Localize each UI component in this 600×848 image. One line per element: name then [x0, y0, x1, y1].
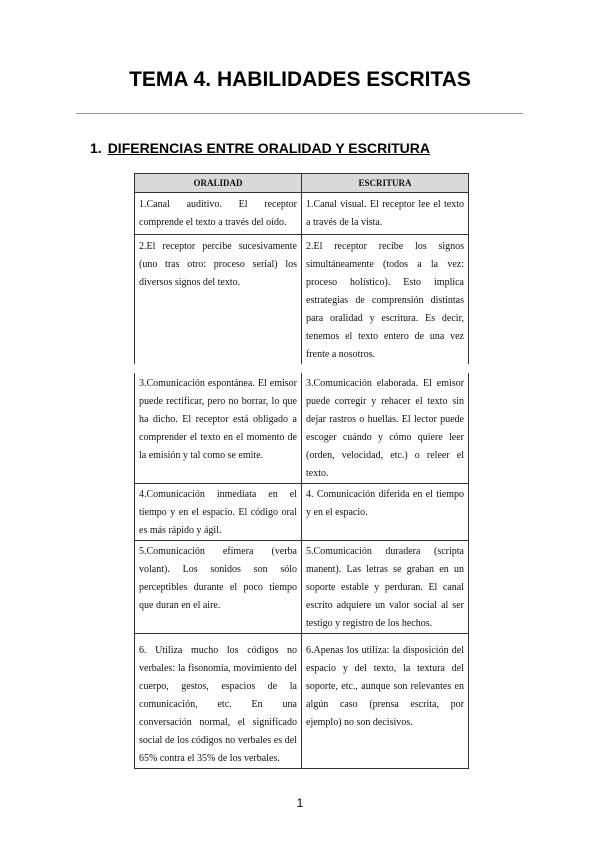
table-row	[135, 634, 469, 769]
section-title: DIFERENCIAS ENTRE ORALIDAD Y ESCRITURA	[107, 140, 430, 156]
cell-oralidad: 4.Comunicación inmediata en el tiempo y en el espacio. El código oral es más rápido y ágil.	[135, 484, 302, 541]
comparison-table-part-2	[134, 373, 469, 769]
table-row	[135, 541, 469, 634]
cell-oralidad: 3.Comunicación espontánea. El emisor puede rectificar, pero no borrar, lo que ha dicho. El receptor está obligado a comprender el texto en el momento de la emisión y tal como se emite.	[135, 373, 302, 484]
header-oralidad: ORALIDAD	[135, 174, 302, 193]
cell-escritura: 6.Apenas los utiliza: la disposición del espacio y del texto, la textura del soporte, etc., aunque son relevantes en algún caso (prensa escrita, por ejemplo) no son decisivos.	[302, 634, 469, 769]
cell-escritura: 3.Comunicación elaborada. El emisor puede corregir y rehacer el texto sin dejar rastros o huellas. El lector puede escoger cuándo y cómo quiere leer (orden, velocidad, etc.) o releer el texto.	[302, 373, 469, 484]
cell-escritura: 1.Canal visual. El receptor lee el texto a través de la vista.	[302, 193, 469, 235]
table-row	[135, 235, 469, 365]
table-header-row	[135, 174, 469, 193]
table-row	[135, 373, 469, 484]
section-heading	[90, 140, 430, 156]
comparison-table-part-1	[134, 173, 469, 364]
section-number: 1.	[90, 140, 102, 156]
cell-oralidad: 2.El receptor percibe sucesivamente (uno tras otro: proceso serial) los diversos signos del texto.	[135, 235, 302, 365]
cell-escritura: 5.Comunicación duradera (scripta manent). Las letras se graban en un soporte estable y perduran. El canal escrito adquiere un valor social al ser testigo y registro de los hechos.	[302, 541, 469, 634]
table-row	[135, 484, 469, 541]
header-escritura: ESCRITURA	[302, 174, 469, 193]
cell-oralidad: 5.Comunicación efímera (verba volant). Los sonidos son sólo perceptibles durante el poco tiempo que duran en el aire.	[135, 541, 302, 634]
cell-escritura: 4. Comunicación diferida en el tiempo y en el espacio.	[302, 484, 469, 541]
cell-oralidad: 1.Canal auditivo. El receptor comprende el texto a través del oído.	[135, 193, 302, 235]
page-number: 1	[296, 796, 304, 810]
cell-oralidad: 6. Utiliza mucho los códigos no verbales: la fisonomía, movimiento del cuerpo, gestos, espacios de la comunicación, etc. En una conversación normal, el significado social de los códigos no verbales es del 65% contra el 35% de los verbales.	[135, 634, 302, 769]
table-row	[135, 193, 469, 235]
page-title: TEMA 4. HABILIDADES ESCRITAS	[129, 68, 471, 91]
cell-escritura: 2.El receptor recibe los signos simultáneamente (todos a la vez: proceso holístico). Esto implica estrategias de comprensión distintas para oralidad y escritura. Es decir, tenemos el texto entero de una vez frente a nosotros.	[302, 235, 469, 365]
title-divider	[76, 113, 523, 114]
